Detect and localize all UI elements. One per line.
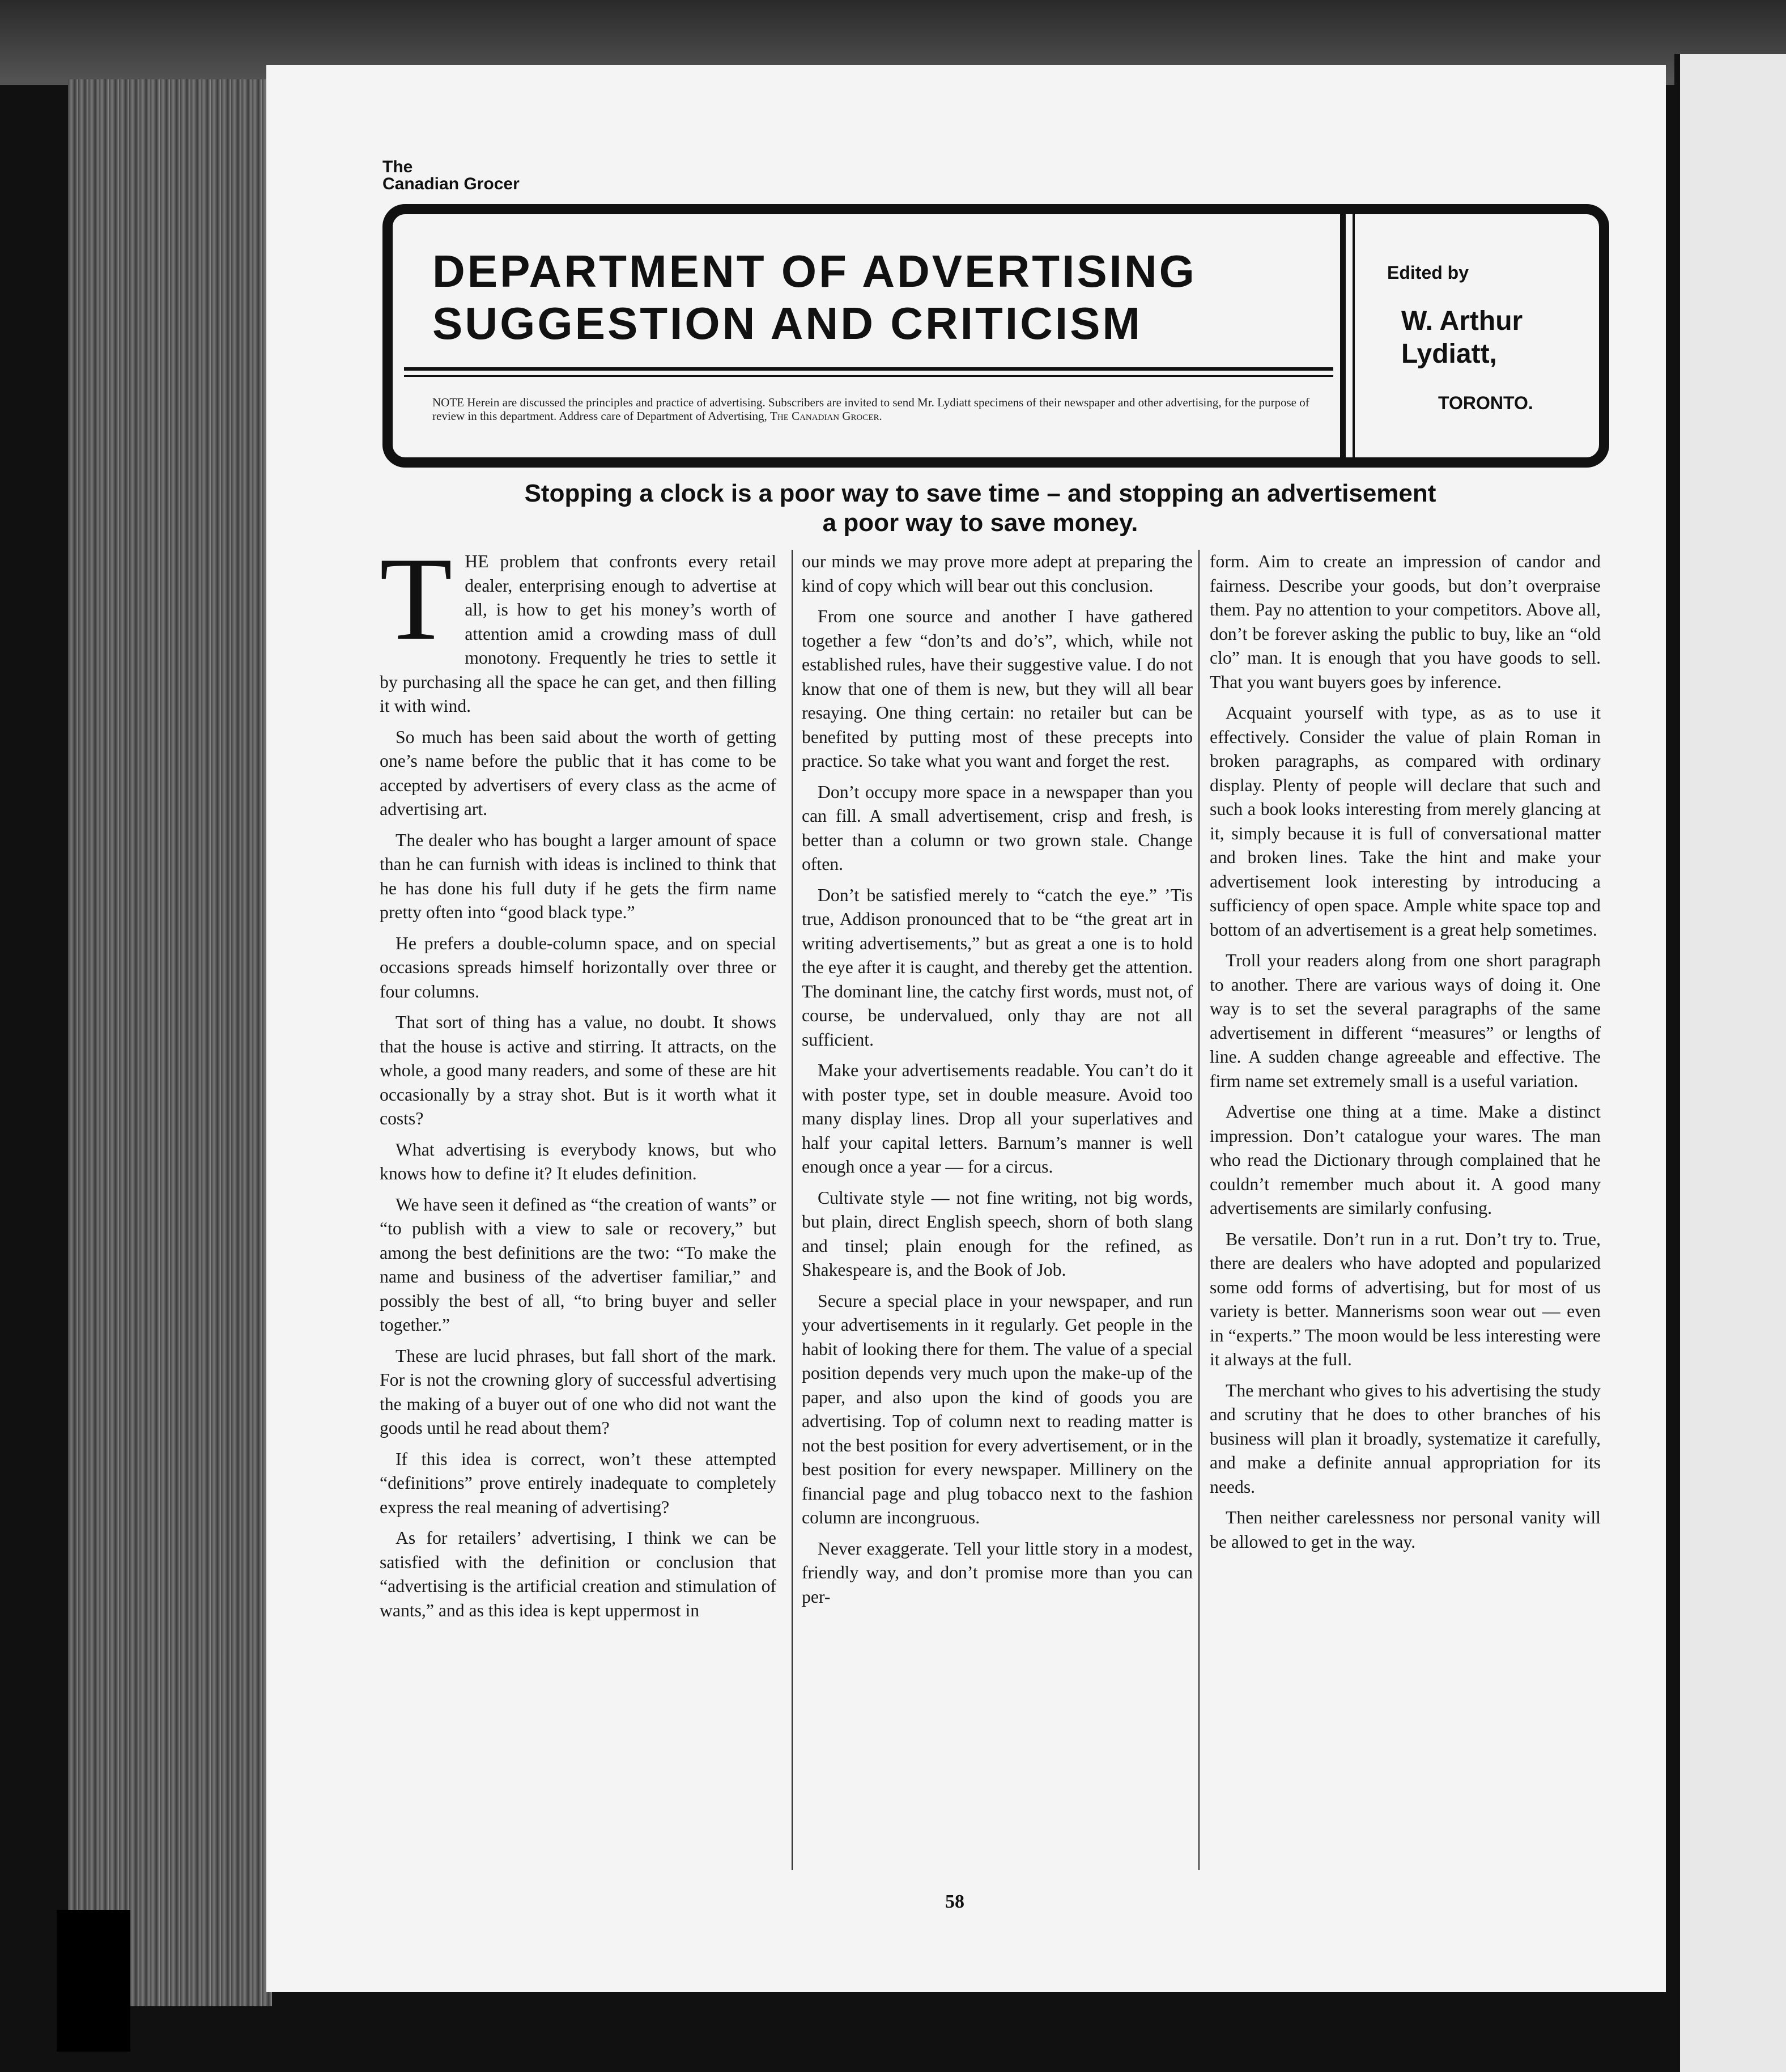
editor-city: TORONTO. xyxy=(1438,393,1533,413)
paragraph: Secure a special place in your newspaper, and run your advertisements in it regularly. Get people in the habit of looking there for them. The value of a special position depends very much upon the make-up of the paper, and also upon the kind of goods you are advertising. Top of column next to reading matter is not the best position for every advertisement, or in the best position for every newspaper. Millinery on the financial page and plug tobacco next to the fashion column are incongruous. xyxy=(802,1290,1193,1527)
banner-divider-thick xyxy=(1340,204,1346,468)
article-column-3 xyxy=(1210,550,1601,1561)
running-head-line2: Canadian Grocer xyxy=(382,175,520,193)
headline-line2: a poor way to save money. xyxy=(822,509,1138,537)
paragraph: Never exaggerate. Tell your little story in a modest, friendly way, and don’t promise more than you can per- xyxy=(802,1538,1193,1607)
paragraph: What advertising is everybody knows, but who knows how to define it? It eludes definition. xyxy=(380,1139,776,1183)
banner-rule-top xyxy=(404,367,1333,371)
banner-note xyxy=(432,396,1328,423)
drop-cap: T xyxy=(380,533,453,665)
department-title-line1: DEPARTMENT OF ADVERTISING xyxy=(432,246,1197,296)
paragraph: The merchant who gives to his advertising the study and scrutiny that he does to other branches of his business will plan it broadly, systematize it carefully, and make a definite annual appropriation for its needs. xyxy=(1210,1380,1601,1497)
editor-name-line2: Lydiatt, xyxy=(1401,339,1497,369)
editor-name-line1: W. Arthur xyxy=(1401,306,1523,336)
magazine-page xyxy=(266,65,1666,1992)
paragraph: Cultivate style — not fine writing, not big words, but plain, direct English speech, shorn of both slang and tinsel; plain enough for the refined, as Shakespeare is, and the Book of Job. xyxy=(802,1187,1193,1280)
paragraph: Acquaint yourself with type, as as to use it effectively. Consider the value of plain Roman in broken paragraphs, as compared with ordinary display. Plenty of people will declare that such and such a book looks interesting from merely glancing at it, simply because it is full of conversational matter and broken lines. Take the hint and make your advertisement look interesting by introducing a sufficiency of open space. Ample white space top and bottom of an advertisement is a great help sometimes. xyxy=(1210,703,1601,940)
department-title-line2: SUGGESTION AND CRITICISM xyxy=(432,298,1143,349)
paragraph: Troll your readers along from one short paragraph to another. There are various ways of doing it. One way is to set the several paragraphs of the same advertisement in different “measures” or lengths of line. A sudden change agreeable and effective. The firm name set extremely small is a useful variation. xyxy=(1210,950,1601,1091)
paragraph: Advertise one thing at a time. Make a distinct impression. Don’t catalogue your wares. The man who read the Dictionary through complained that he couldn’t remember much about it. A good many advertisements are similarly confusing. xyxy=(1210,1102,1601,1218)
paragraph: So much has been said about the worth of getting one’s name before the public that it has come to be accepted by advertisers of every class as the acme of advertising art. xyxy=(380,727,776,819)
column-rule-1 xyxy=(792,550,793,1870)
facing-page-edge xyxy=(1674,54,1786,2072)
editor-name xyxy=(1401,305,1523,371)
paragraph: form. Aim to create an impression of candor and fairness. Describe your goods, but don’t overpraise them. Pay no attention to your competitors. Above all, don’t be forever asking the public to buy, like an “old clo” man. It is enough that you have goods to sell. That you want buyers goes by inference. xyxy=(1210,551,1601,692)
book-edge-shadow xyxy=(57,1910,130,2052)
banner-note-publication: The Canadian Grocer. xyxy=(770,409,882,423)
paragraph: Make your advertisements readable. You can’t do it with poster type, set in double measure. Avoid too many display lines. Drop all your superlatives and half your capital letters. Barnum’s manner is well enough once a year — for a circus. xyxy=(802,1060,1193,1177)
edited-by-label: Edited by xyxy=(1387,262,1469,283)
department-banner xyxy=(382,204,1609,468)
book-page-edges xyxy=(68,79,272,2006)
paragraph: If this idea is correct, won’t these attempted “definitions” prove entirely inadequate to completely express the real meaning of advertising? xyxy=(380,1449,776,1517)
paragraph: HE problem that confronts every retail dealer, enterprising enough to advertise at all, is how to get his money’s worth of attention amid a crowding mass of dull monotony. Frequently he tries to settle it by purchasing all the space he can get, and then filling it with wind. xyxy=(380,551,776,716)
article-headline xyxy=(425,479,1536,538)
paragraph: He prefers a double-column space, and on special occasions spreads himself horizontally over three or four columns. xyxy=(380,933,776,1001)
paragraph: Then neither carelessness nor personal vanity will be allowed to get in the way. xyxy=(1210,1508,1601,1552)
paragraph: Don’t be satisfied merely to “catch the eye.” ’Tis true, Addison pronounced that to be “the great art in writing advertisements,” but as great a one is to hold the eye after it is caught, and thereby get the attention. The dominant line, the catchy first words, must not, of course, be undervalued, only thay are not all sufficient. xyxy=(802,885,1193,1050)
paragraph: From one source and another I have gathered together a few “don’ts and do’s”, which, while not established rules, have their suggestive value. I do not know that one of them is new, but they will all bear resaying. One thing certain: no retailer but can be benefited by putting most of these precepts into practice. So take what you want and forget the rest. xyxy=(802,606,1193,771)
paragraph: The dealer who has bought a larger amount of space than he can furnish with ideas is inclined to think that he has done his full duty if he gets the firm name pretty often into “good black type.” xyxy=(380,830,776,922)
paragraph: We have seen it defined as “the creation of wants” or “to publish with a view to sale or recovery,” but among the best definitions are the two: “To make the name and business of the advertiser familiar,” and possibly the best of all, “to bring buyer and seller together.” xyxy=(380,1194,776,1335)
article-column-1 xyxy=(380,533,776,1629)
headline-line1: Stopping a clock is a poor way to save time – and stopping an advertisement xyxy=(524,479,1436,507)
article-column-2 xyxy=(802,550,1193,1616)
paragraph: As for retailers’ advertising, I think we can be satisfied with the definition or conclusion that “advertising is the artificial creation and stimulation of wants,” and as this idea is kept uppermost in xyxy=(380,1528,776,1620)
department-title xyxy=(432,245,1339,350)
banner-divider-thin xyxy=(1353,204,1355,468)
paragraph: That sort of thing has a value, no doubt. It shows that the house is active and stirring. It attracts, on the whole, a good many readers, and some of these are hit occasionally by a stray shot. But is it worth what it costs? xyxy=(380,1012,776,1128)
banner-rule-bottom xyxy=(404,375,1333,377)
paragraph: These are lucid phrases, but fall short of the mark. For is not the crowning glory of successful advertising the making of a buyer out of one who did not want the goods until he read about them? xyxy=(380,1345,776,1438)
running-head xyxy=(382,159,520,193)
banner-note-text: NOTE Herein are discussed the principles and practice of advertising. Subscribers are invited to send Mr. Lydiatt specimens of their newspaper and other advertising, for the purpose of review in this department. Address care of Department of Advertising, xyxy=(432,396,1309,423)
paragraph: Be versatile. Don’t run in a rut. Don’t try to. True, there are dealers who have adopted and popularized some odd forms of advertising, but for most of us variety is better. Mannerisms soon wear out — even in “experts.” The moon would be less interesting were it always at the full. xyxy=(1210,1229,1601,1369)
page-number: 58 xyxy=(945,1891,964,1912)
editor-box xyxy=(1362,214,1594,458)
running-head-line1: The xyxy=(382,158,413,176)
paragraph: Don’t occupy more space in a newspaper than you can fill. A small advertisement, crisp and fresh, is better than a column or two grown stale. Change often. xyxy=(802,782,1193,874)
column-rule-2 xyxy=(1198,550,1200,1870)
paragraph: our minds we may prove more adept at preparing the kind of copy which will bear out this conclusion. xyxy=(802,551,1193,596)
